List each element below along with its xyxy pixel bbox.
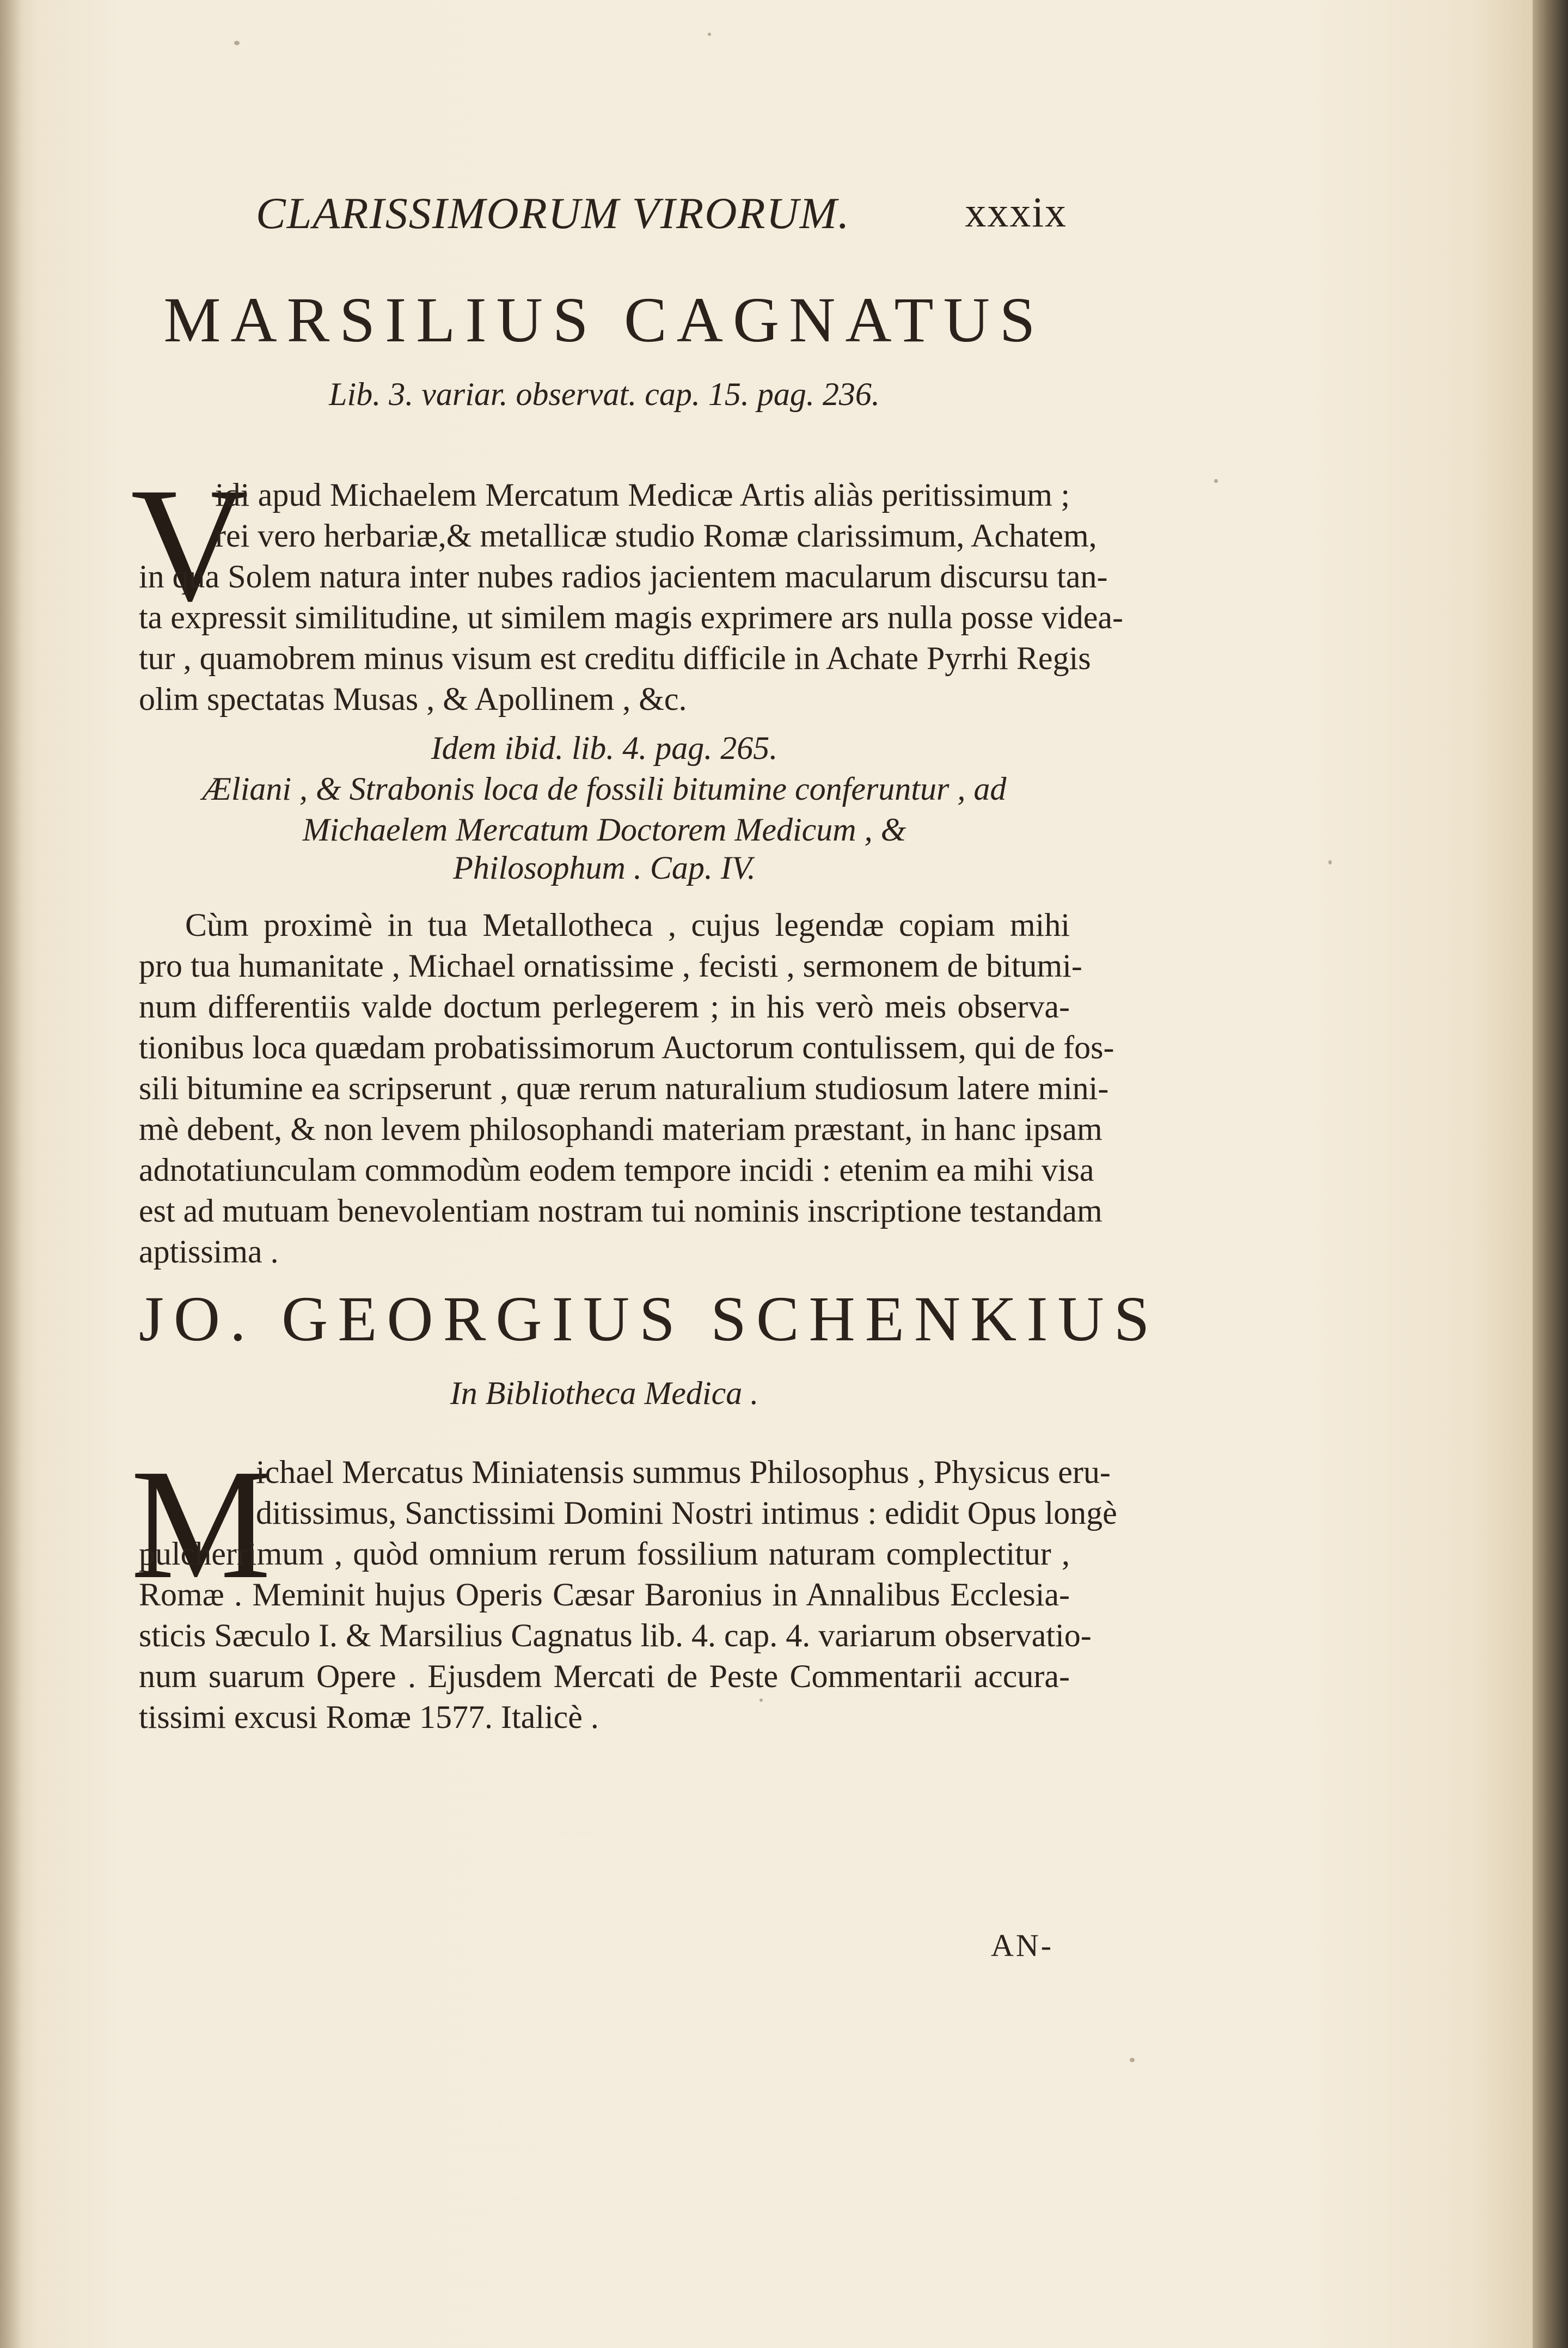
section-heading-schenkius: JO. GEORGIUS SCHENKIUS — [139, 1283, 1160, 1354]
paragraph-line: sticis Sæculo I. & Marsilius Cagnatus lib. 4. cap. 4. variarum observatio- — [139, 1617, 1092, 1653]
page-fore-edge — [1533, 0, 1568, 2348]
paragraph-line: aptissima . — [139, 1234, 279, 1270]
paragraph-line: num differentiis valde doctum perlegerem ; in his verò meis observa- — [139, 989, 1070, 1025]
paragraph-line: Cùm proximè in tua Metallotheca , cujus legendæ copiam mihi — [185, 907, 1070, 943]
paragraph-line: pulcherrimum , quòd omnium rerum fossilium naturam complectitur , — [139, 1536, 1070, 1572]
paragraph-line: Romæ . Meminit hujus Operis Cæsar Baronius in Annalibus Ecclesia- — [139, 1577, 1070, 1613]
paragraph-line: idi apud Michaelem Mercatum Medicæ Artis aliàs peritissimum ; — [215, 477, 1070, 513]
running-head — [256, 188, 1067, 253]
paragraph-line: ta expressit similitudine, ut similem magis exprimere ars nulla posse videa- — [139, 599, 1123, 635]
letter-title-line: Michaelem Mercatum Doctorem Medicum , & — [302, 812, 906, 848]
drop-cap-v: V — [131, 454, 249, 635]
citation-source: Idem ibid. lib. 4. pag. 265. — [431, 730, 778, 766]
paragraph-line: tur , quamobrem minus visum est creditu difficile in Achate Pyrrhi Regis — [139, 640, 1091, 676]
paragraph-line: est ad mutuam benevolentiam nostram tui nominis inscriptione testandam — [139, 1193, 1102, 1229]
paper-speck — [1328, 860, 1332, 865]
paragraph-line: ichael Mercatus Miniatensis summus Philosophus , Physicus eru- — [256, 1454, 1111, 1490]
paper-speck — [708, 33, 711, 36]
paragraph-line: olim spectatas Musas , & Apollinem , &c. — [139, 681, 687, 717]
letter-title-line: Philosophum . Cap. IV. — [453, 850, 756, 886]
paper-speck — [1214, 479, 1218, 483]
paragraph-line: mè debent, & non levem philosophandi materiam præstant, in hanc ipsam — [139, 1111, 1102, 1147]
paper-speck — [234, 41, 240, 45]
paragraph-line: sili bitumine ea scripserunt , quæ rerum naturalium studiosum latere mini- — [139, 1070, 1109, 1106]
section-heading-cagnatus: MARSILIUS CAGNATUS — [163, 284, 1045, 355]
running-head-title: CLARISSIMORUM VIRORUM. — [256, 188, 850, 238]
citation-source: Lib. 3. variar. observat. cap. 15. pag. 236. — [329, 376, 880, 412]
paragraph-line: num suarum Opere . Ejusdem Mercati de Peste Commentarii accura- — [139, 1658, 1070, 1694]
drop-cap-m: M — [131, 1437, 271, 1611]
paragraph-line: tissimi excusi Romæ 1577. Italicè . — [139, 1699, 599, 1735]
citation-source: In Bibliotheca Medica . — [450, 1375, 759, 1411]
catchword: AN- — [991, 1928, 1054, 1963]
paper-speck — [1130, 2058, 1135, 2062]
letter-title-line: Æliani , & Strabonis loca de fossili bitumine conferuntur , ad — [202, 771, 1007, 807]
gutter-shadow — [0, 0, 22, 2348]
paragraph-line: adnotatiunculam commodùm eodem tempore incidi : etenim ea mihi visa — [139, 1152, 1094, 1188]
paragraph-line: in qua Solem natura inter nubes radios jacientem macularum discursu tan- — [139, 559, 1108, 594]
paragraph-line: pro tua humanitate , Michael ornatissime , fecisti , sermonem de bitumi- — [139, 948, 1082, 984]
paragraph-line: ditissimus, Sanctissimi Domini Nostri intimus : edidit Opus longè — [256, 1495, 1117, 1531]
paragraph-line: tionibus loca quædam probatissimorum Auctorum contulissem, qui de fos- — [139, 1029, 1114, 1065]
paragraph-line: rei vero herbariæ,& metallicæ studio Romæ clarissimum, Achatem, — [215, 518, 1097, 554]
page-number: xxxix — [965, 188, 1067, 236]
